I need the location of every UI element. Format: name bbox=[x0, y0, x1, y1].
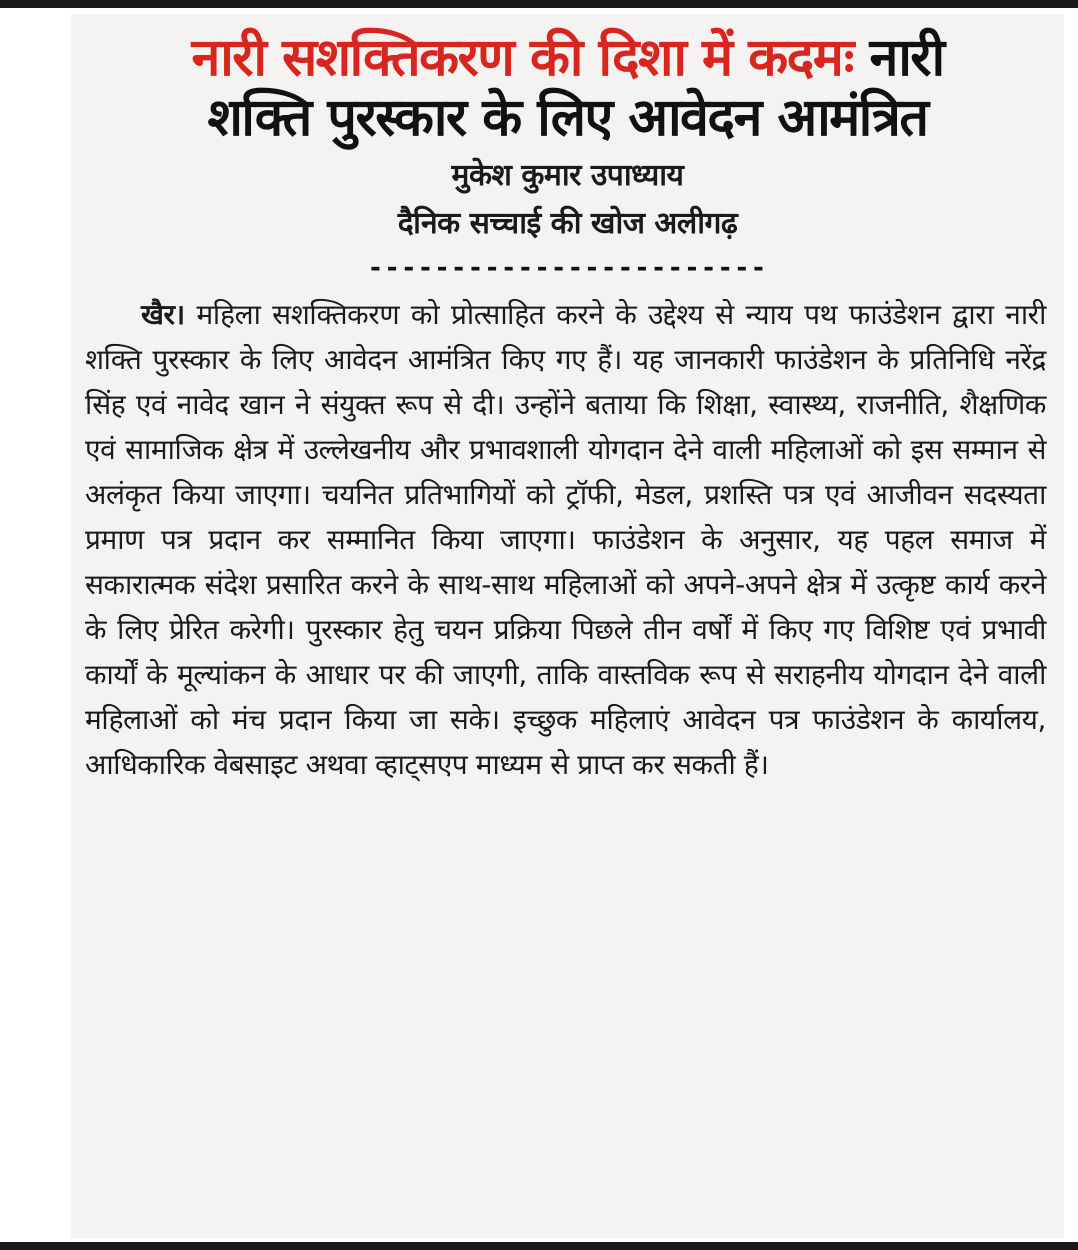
bottom-border bbox=[0, 1242, 1078, 1250]
article-body bbox=[85, 292, 1046, 787]
dateline: खैर। bbox=[141, 298, 185, 331]
author-name: मुकेश कुमार उपाध्याय bbox=[451, 158, 684, 193]
top-border bbox=[0, 0, 1078, 8]
headline bbox=[79, 28, 1056, 148]
publication-name: दैनिक सच्चाई की खोज अलीगढ़ bbox=[397, 206, 738, 241]
headline-black-part-1: नारी bbox=[869, 28, 944, 88]
headline-black-part-2: शक्ति पुरस्कार के लिए आवेदन आमंत्रित bbox=[207, 88, 928, 148]
article-body-text: महिला सशक्तिकरण को प्रोत्साहित करने के उद्देश्य से न्याय पथ फाउंडेशन द्वारा नारी शक्ति पुरस्कार के लिए आवेदन आमंत्रित किए गए हैं। यह जानकारी फाउंडेशन के प्रतिनिधि नरेंद्र सिंह एवं नावेद खान ने संयुक्त रूप से दी। उन्होंने बताया कि शिक्षा, स्वास्थ्य, राजनीति, शैक्षणिक एवं सामाजिक क्षेत्र में उल्लेखनीय और प्रभावशाली योगदान देने वाली महिलाओं को इस सम्मान से अलंकृत किया जाएगा। चयनित प्रतिभागियों को ट्रॉफी, मेडल, प्रशस्ति पत्र एवं आजीवन सदस्यता प्रमाण पत्र प्रदान कर सम्मानित किया जाएगा। फाउंडेशन के अनुसार, यह पहल समाज में सकारात्मक संदेश प्रसारित करने के साथ-साथ महिलाओं को अपने-अपने क्षेत्र में उत्कृष्ट कार्य करने के लिए प्रेरित करेगी। पुरस्कार हेतु चयन प्रक्रिया पिछले तीन वर्षों में किए गए विशिष्ट एवं प्रभावी कार्यों के मूल्यांकन के आधार पर की जाएगी, ताकि वास्तविक रूप से सराहनीय योगदान देने वाली महिलाओं को मंच प्रदान किया जा सके। इच्छुक महिलाएं आवेदन पत्र फाउंडेशन के कार्यालय, आधिकारिक वेबसाइट अथवा व्हाट्सएप माध्यम से प्राप्त कर सकती हैं। bbox=[85, 298, 1046, 781]
headline-red-part: नारी सशक्तिकरण की दिशा में कदमः bbox=[191, 28, 853, 88]
newspaper-clipping bbox=[71, 14, 1064, 1238]
dashed-divider: ------------------------ bbox=[367, 253, 768, 283]
